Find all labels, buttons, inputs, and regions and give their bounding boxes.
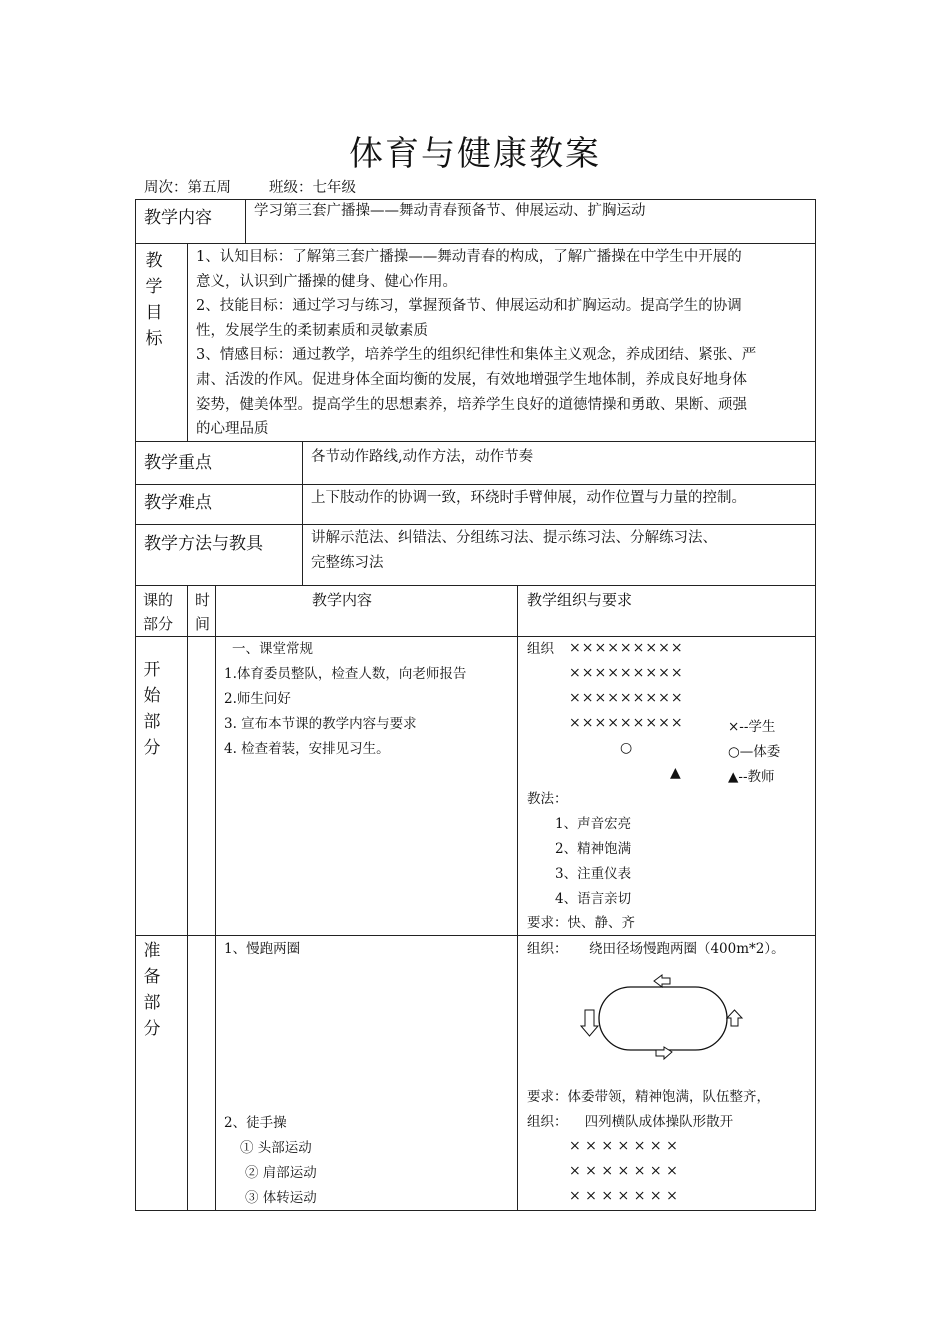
goals-text — [196, 245, 756, 442]
arrow-left-icon — [654, 975, 670, 987]
start-label-char: 开 — [143, 660, 161, 680]
goal-line: 肃、活泼的作风。促进身体全面均衡的发展，有效地增强学生地体制，养成良好地身体 — [196, 371, 747, 388]
difficult-label: 教学难点 — [144, 493, 212, 513]
start-content-line: 2.师生问好 — [224, 691, 291, 707]
row-divider — [135, 243, 816, 244]
running-track-icon — [599, 987, 727, 1050]
teaching-method-item: 2、精神饱满 — [555, 841, 632, 857]
teaching-method-item: 1、声音宏亮 — [555, 816, 632, 832]
week-label: 周次：第五周 — [144, 180, 231, 196]
goals-label-char: 教 — [145, 251, 163, 271]
meta-line — [144, 176, 356, 197]
start-org-label: 组织 — [527, 641, 554, 657]
running-track-diagram — [575, 970, 755, 1065]
header-part-line: 部分 — [143, 615, 174, 633]
start-content-line: 1.体育委员整队，检查人数，向老师报告 — [224, 666, 467, 682]
gymnastic-formation-row: × × × × × × × — [569, 1138, 678, 1154]
method-line: 讲解示范法、纠错法、分组练习法、提示练习法、分解练习法、 — [311, 530, 717, 546]
arrow-right-icon — [656, 1047, 672, 1059]
teaching-method-item: 3、注重仪表 — [555, 866, 632, 882]
teaching-method-item: 4、语言亲切 — [555, 891, 632, 907]
prep-content-1: 1、慢跑两圈 — [224, 941, 301, 957]
prep-label — [140, 938, 164, 1042]
col-divider — [245, 199, 246, 243]
row-divider — [135, 585, 816, 586]
teacher-triangle-icon: ▲ — [670, 765, 682, 781]
difficult-value: 上下肢动作的协调一致，环绕时手臂伸展，动作位置与力量的控制。 — [311, 490, 746, 506]
row-divider — [135, 484, 816, 485]
start-requirement: 要求：快、静、齐 — [527, 915, 635, 931]
start-label-char: 部 — [143, 712, 161, 732]
prep-label-char: 准 — [143, 941, 161, 961]
key-value: 各节动作路线,动作方法，动作节奏 — [311, 449, 534, 465]
method-value — [311, 526, 717, 575]
student-formation-row: ××××××××× — [569, 640, 684, 656]
content-value: 学习第三套广播操——舞动青春预备节、伸展运动、扩胸运动 — [254, 203, 646, 219]
prep-label-char: 备 — [143, 967, 161, 987]
goal-line: 的心理品质 — [196, 421, 269, 438]
goals-label-char: 学 — [145, 277, 163, 297]
row-divider — [135, 935, 816, 936]
method-label: 教学方法与教具 — [144, 534, 263, 554]
teaching-methods — [555, 812, 631, 912]
start-content — [224, 637, 466, 762]
gymnastic-formation-row: × × × × × × × — [569, 1188, 678, 1204]
goal-line: 1、认知目标：了解第三套广播操——舞动青春的构成，了解广播操在中学生中开展的 — [196, 249, 742, 265]
col-divider — [517, 585, 518, 1211]
prep-content-2: 2、徒手操 — [224, 1115, 287, 1131]
legend-teacher: ▲--教师 — [728, 769, 775, 785]
arrow-down-icon — [581, 1010, 598, 1036]
gymnastic-formation-row: × × × × × × × — [569, 1163, 678, 1179]
prep-requirement: 要求：体委带领，精神饱满，队伍整齐， — [527, 1089, 770, 1105]
goals-label — [142, 248, 166, 352]
prep-exercise-item: ② 肩部运动 — [245, 1165, 317, 1181]
start-label-char: 分 — [143, 738, 161, 758]
prep-exercise-item: ③ 体转运动 — [245, 1190, 317, 1206]
content-label: 教学内容 — [144, 208, 212, 228]
monitor-circle-icon: ○ — [620, 740, 634, 756]
header-content: 教学内容 — [312, 591, 373, 609]
header-time-line: 间 — [195, 615, 211, 633]
start-content-line: 4. 检查着装，安排见习生。 — [224, 741, 390, 757]
start-content-line: 一、课堂常规 — [232, 641, 313, 657]
prep-exercise-item: ① 头部运动 — [240, 1140, 312, 1156]
prep-label-char: 部 — [143, 993, 161, 1013]
legend-student: ×--学生 — [728, 719, 776, 735]
goal-line: 姿势，健美体型。提高学生的思想素养，培养学生良好的道德情操和勇敢、果断、顽强 — [196, 396, 747, 413]
goals-label-char: 目 — [145, 303, 163, 323]
goal-line: 3、情感目标：通过教学，培养学生的组织纪律性和集体主义观念，养成团结、紧张、严 — [196, 347, 757, 364]
start-label — [140, 657, 164, 761]
goal-line: 2、技能目标：通过学习与练习，掌握预备节、伸展运动和扩胸运动。提高学生的协调 — [196, 298, 742, 315]
goal-line: 性，发展学生的柔韧素质和灵敏素质 — [196, 322, 428, 339]
key-label: 教学重点 — [144, 453, 212, 473]
student-formation-row: ××××××××× — [569, 665, 684, 681]
col-divider — [187, 243, 188, 441]
row-divider — [135, 524, 816, 525]
goal-line: 意义，认识到广播操的健身、健心作用。 — [196, 273, 457, 290]
start-content-line: 3. 宣布本节课的教学内容与要求 — [224, 716, 417, 732]
prep-exercises — [240, 1136, 317, 1211]
student-formation-row: ××××××××× — [569, 715, 684, 731]
goals-label-char: 标 — [145, 329, 163, 349]
class-label: 班级：七年级 — [269, 180, 356, 196]
prep-org-2: 组织： 四列横队成体操队形散开 — [527, 1114, 734, 1130]
page-title: 体育与健康教案 — [349, 134, 601, 174]
header-time — [195, 588, 210, 636]
col-divider — [187, 585, 188, 1211]
header-org: 教学组织与要求 — [527, 591, 633, 609]
method-title: 教法： — [527, 791, 568, 807]
start-label-char: 始 — [143, 686, 161, 706]
legend-monitor: ○—体委 — [728, 744, 781, 760]
header-time-line: 时 — [195, 591, 211, 609]
header-part — [143, 588, 173, 636]
header-part-line: 课的 — [143, 591, 174, 609]
student-formation-row: ××××××××× — [569, 690, 684, 706]
arrow-up-icon — [727, 1010, 742, 1026]
prep-org-1: 组织： 绕田径场慢跑两圈（400m*2）。 — [527, 941, 785, 957]
method-line: 完整练习法 — [311, 554, 384, 571]
col-divider — [215, 585, 216, 1211]
col-divider — [302, 441, 303, 585]
prep-label-char: 分 — [143, 1019, 161, 1039]
